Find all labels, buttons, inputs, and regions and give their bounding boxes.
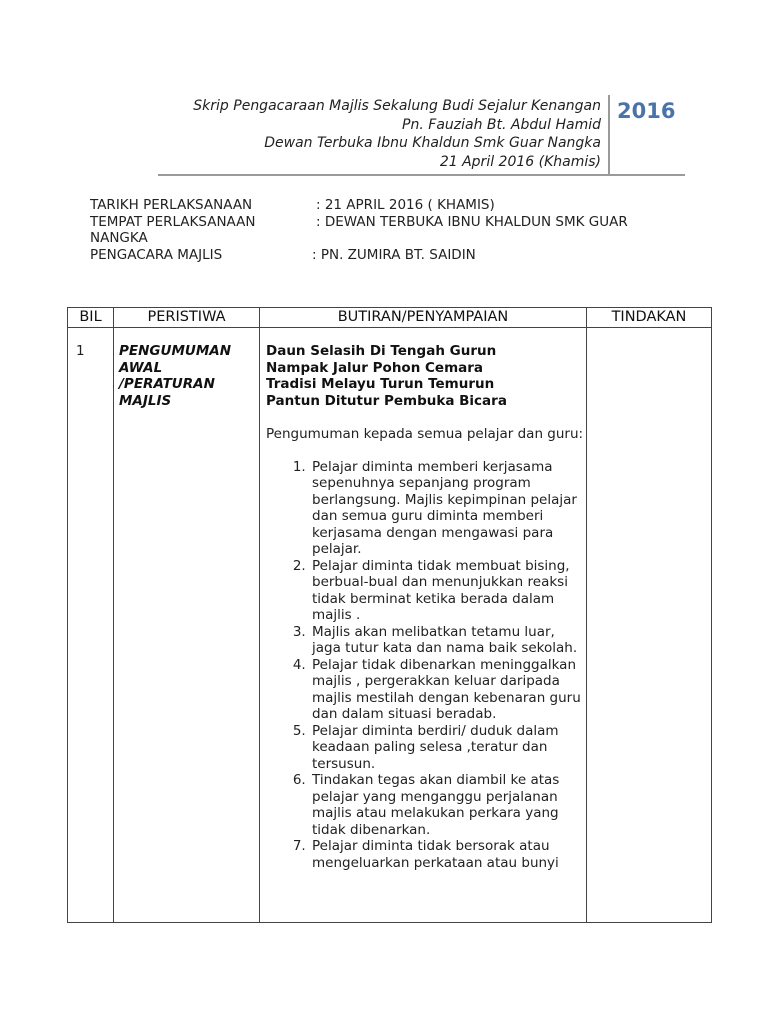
peristiwa-line: AWAL [119, 359, 163, 376]
announcement-intro: Pengumuman kepada semua pelajar dan guru: [266, 425, 584, 442]
header-year: 2016 [617, 99, 676, 123]
table-header-bil: BIL [79, 309, 102, 325]
row-bil: 1 [76, 343, 85, 359]
pantun-verse [266, 343, 586, 409]
peristiwa-line: PENGUMUMAN [119, 343, 232, 359]
rule-item: 2. Pelajar diminta tidak membuat bising, berbual-bual dan menunjukkan reaksi tidak berminat ketika berada dalam majlis . [310, 558, 586, 624]
info-value-tempat-cont: NANGKA [90, 230, 148, 246]
table-col-divider [113, 308, 114, 922]
header-line-title: Skrip Pengacaraan Majlis Sekalung Budi Sejalur Kenangan [193, 98, 601, 114]
header-text-block [193, 97, 601, 171]
rule-item: 4. Pelajar tidak dibenarkan meninggalkan majlis , pergerakkan keluar daripada majlis mestilah dengan kebenaran guru dan dalam situasi beradab. [310, 657, 586, 723]
table-header-peristiwa: PERISTIWA [147, 309, 226, 325]
header-line-author: Pn. Fauziah Bt. Abdul Hamid [402, 116, 601, 133]
table-header-divider [68, 327, 711, 328]
pantun-line: Pantun Ditutur Pembuka Bicara [266, 392, 507, 409]
pantun-line: Tradisi Melayu Turun Temurun [266, 376, 495, 392]
info-label-pengacara: PENGACARA MAJLIS [90, 246, 223, 263]
table-header-tindakan: TINDAKAN [611, 309, 687, 325]
rules-list [266, 459, 586, 872]
table-col-divider [259, 308, 260, 922]
document-header [0, 95, 768, 180]
pantun-line: Nampak Jalur Pohon Cemara [266, 359, 484, 376]
rule-item: 1. Pelajar diminta memberi kerjasama sepenuhnya sepanjang program berlangsung. Majlis kepimpinan pelajar dan semua guru diminta memberi kerjasama dengan mengawasi para pelajar. [310, 459, 586, 558]
header-divider-horizontal [158, 174, 685, 176]
rule-item: 6. Tindakan tegas akan diambil ke atas pelajar yang menganggu perjalanan majlis atau melakukan perkara yang tidak dibenarkan. [310, 772, 586, 838]
row-peristiwa [119, 343, 244, 409]
rule-item: 7. Pelajar diminta tidak bersorak atau mengeluarkan perkataan atau bunyi [310, 838, 586, 871]
table-header-butiran: BUTIRAN/PENYAMPAIAN [337, 309, 509, 325]
info-value-pengacara: : PN. ZUMIRA BT. SAIDIN [312, 246, 476, 263]
header-divider-vertical [608, 95, 610, 175]
header-line-venue: Dewan Terbuka Ibnu Khaldun Smk Guar Nangka [264, 135, 601, 151]
row-butiran [266, 343, 586, 871]
peristiwa-line: MAJLIS [119, 392, 172, 409]
program-table [67, 307, 712, 923]
rule-item: 5. Pelajar diminta berdiri/ duduk dalam keadaan paling selesa ,teratur dan tersusun. [310, 723, 586, 773]
table-col-divider [586, 308, 587, 922]
pantun-line: Daun Selasih Di Tengah Gurun [266, 343, 497, 359]
header-line-date: 21 April 2016 (Khamis) [439, 153, 601, 170]
rule-item: 3. Majlis akan melibatkan tetamu luar, jaga tutur kata dan nama baik sekolah. [310, 624, 586, 657]
info-value-tarikh: : 21 APRIL 2016 ( KHAMIS) [316, 197, 495, 213]
info-label-tempat: TEMPAT PERLAKSANAAN [90, 213, 256, 230]
info-label-tarikh: TARIKH PERLAKSANAAN [90, 197, 253, 213]
peristiwa-line: /PERATURAN [119, 376, 215, 392]
info-value-tempat: : DEWAN TERBUKA IBNU KHALDUN SMK GUAR [316, 213, 628, 230]
